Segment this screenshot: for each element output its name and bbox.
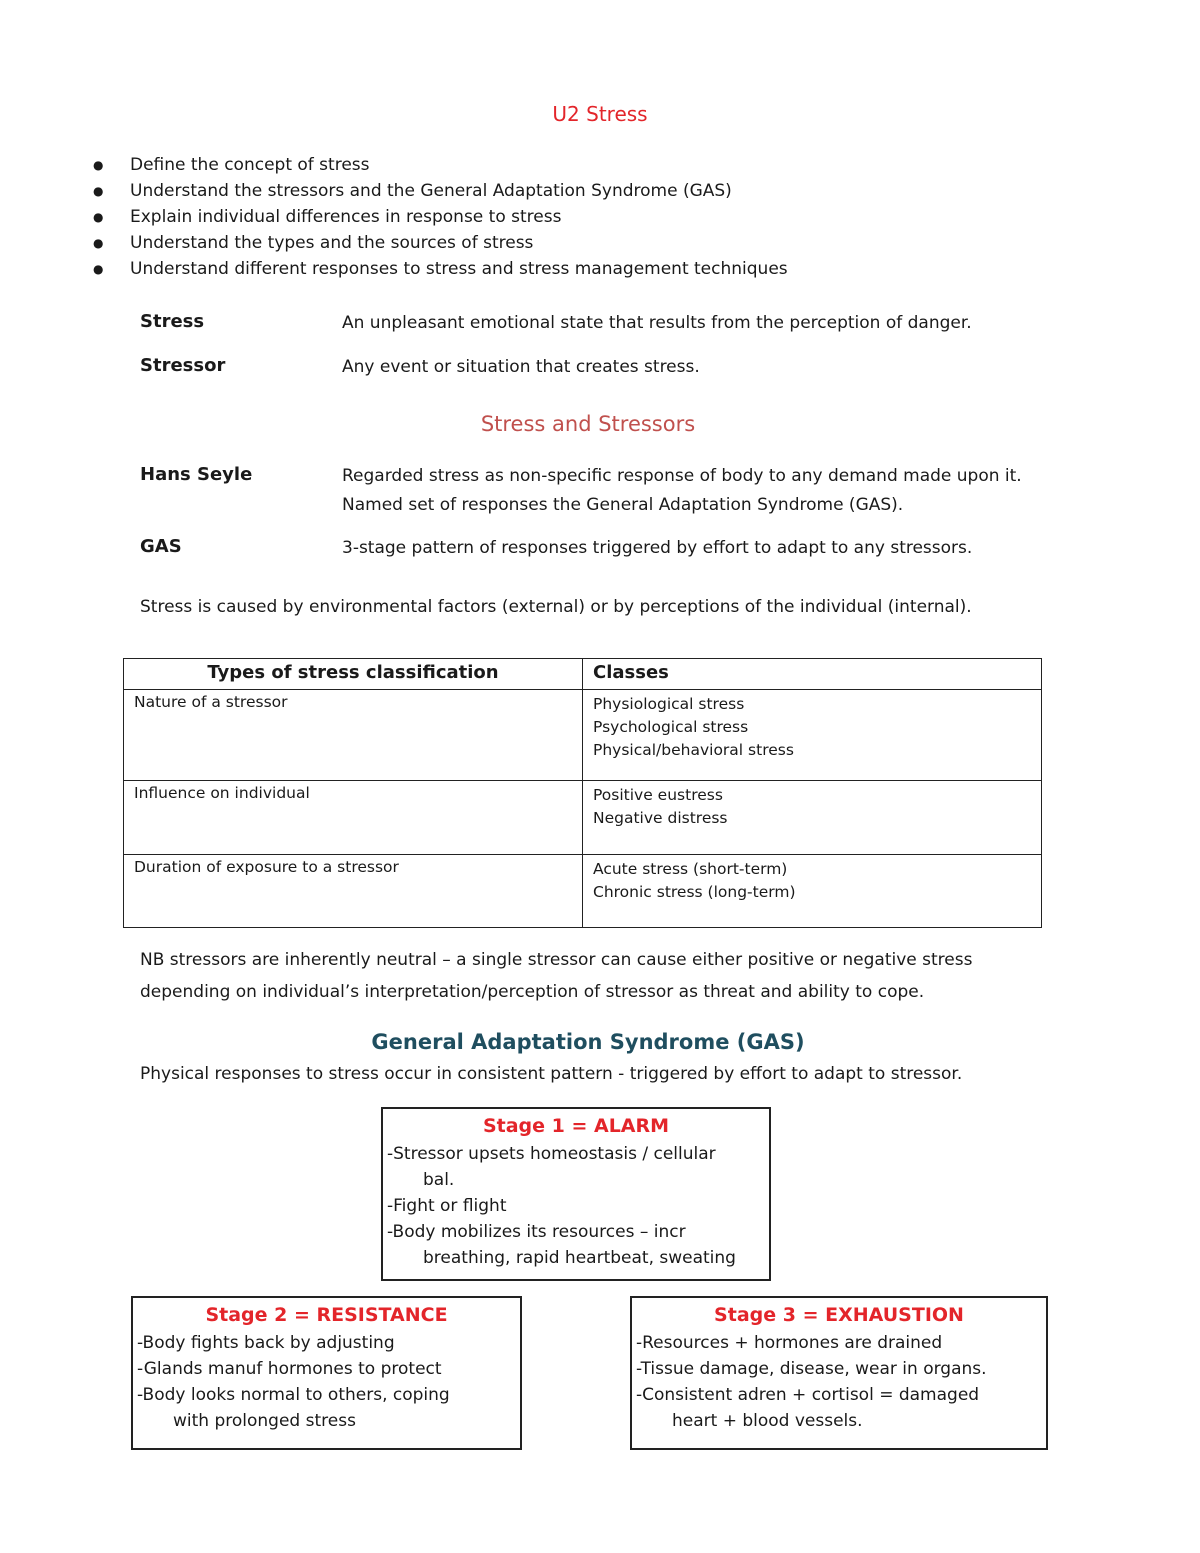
nb-line2: depending on individual’s interpretation/perception of stressor as threat and ability to cope.: [140, 982, 925, 1002]
heading-stress-and-stressors: Stress and Stressors: [480, 412, 696, 436]
definition-hans-line2: Named set of responses the General Adaptation Syndrome (GAS).: [342, 495, 904, 515]
stage-item: -Tissue damage, disease, wear in organs.: [636, 1359, 987, 1379]
list-item: ● Define the concept of stress: [90, 152, 788, 178]
stage-item: breathing, rapid heartbeat, sweating: [423, 1248, 736, 1268]
document-title: U2 Stress: [552, 102, 648, 126]
stage-item: heart + blood vessels.: [672, 1411, 863, 1431]
class-item: Chronic stress (long-term): [593, 883, 796, 901]
gas-intro: Physical responses to stress occur in consistent pattern - triggered by effort to adapt to stressor.: [140, 1064, 963, 1084]
definition-gas: 3-stage pattern of responses triggered by effort to adapt to any stressors.: [342, 538, 973, 558]
stage-item: -Body looks normal to others, coping: [137, 1385, 450, 1405]
list-item: ● Understand the stressors and the General Adaptation Syndrome (GAS): [90, 178, 788, 204]
table-cell-classes: [583, 855, 1042, 928]
stage1-alarm-box: [381, 1107, 771, 1281]
stage2-title: Stage 2 = RESISTANCE: [205, 1304, 448, 1326]
stage-item: -Body mobilizes its resources – incr: [387, 1222, 686, 1242]
term-hans-seyle: Hans Seyle: [140, 464, 253, 485]
stage-item: bal.: [423, 1170, 455, 1190]
class-item: Negative distress: [593, 809, 728, 827]
definition-hans-line1: Regarded stress as non-specific response of body to any demand made upon it.: [342, 466, 1022, 486]
table-cell-classes: [583, 690, 1042, 781]
stage-item: -Stressor upsets homeostasis / cellular: [387, 1144, 716, 1164]
table-row: [124, 855, 1042, 928]
header-classes: Classes: [583, 659, 1042, 690]
class-item: Physical/behavioral stress: [593, 741, 794, 759]
stage-item: -Consistent adren + cortisol = damaged: [636, 1385, 980, 1405]
term-stressor: Stressor: [140, 355, 226, 376]
list-item: ● Explain individual differences in response to stress: [90, 204, 788, 230]
stage-item: -Resources + hormones are drained: [636, 1333, 943, 1353]
header-types: Types of stress classification: [124, 659, 583, 690]
class-item: Psychological stress: [593, 718, 749, 736]
stage3-title: Stage 3 = EXHAUSTION: [714, 1304, 964, 1326]
stage-item: with prolonged stress: [173, 1411, 356, 1431]
stage-item: -Fight or flight: [387, 1196, 507, 1216]
stage-item: -Glands manuf hormones to protect: [137, 1359, 442, 1379]
class-item: Positive eustress: [593, 786, 723, 804]
stress-classification-table: [123, 658, 1042, 928]
table-row: [124, 690, 1042, 781]
table-cell-classes: [583, 781, 1042, 855]
nb-line1: NB stressors are inherently neutral – a single stressor can cause either positive or negative stress: [140, 950, 973, 970]
list-item: ● Understand the types and the sources of stress: [90, 230, 788, 256]
class-item: Acute stress (short-term): [593, 860, 788, 878]
definition-stress: An unpleasant emotional state that results from the perception of danger.: [342, 313, 972, 333]
list-item: ● Understand different responses to stress and stress management techniques: [90, 256, 788, 282]
stage3-exhaustion-box: [630, 1296, 1048, 1450]
table-row: [124, 781, 1042, 855]
cause-text: Stress is caused by environmental factors (external) or by perceptions of the individual (internal).: [140, 597, 972, 617]
class-item: Physiological stress: [593, 695, 745, 713]
stage2-resistance-box: [131, 1296, 522, 1450]
definition-stressor: Any event or situation that creates stress.: [342, 357, 700, 377]
table-cell-type: Duration of exposure to a stressor: [124, 855, 583, 928]
table-cell-type: Influence on individual: [124, 781, 583, 855]
term-gas: GAS: [140, 536, 182, 557]
stage-item: -Body fights back by adjusting: [137, 1333, 395, 1353]
table-header-row: [124, 659, 1042, 690]
heading-gas: General Adaptation Syndrome (GAS): [371, 1030, 805, 1054]
term-stress: Stress: [140, 311, 205, 332]
stage1-title: Stage 1 = ALARM: [482, 1115, 670, 1137]
table-cell-type: Nature of a stressor: [124, 690, 583, 781]
objectives-list: [90, 152, 788, 282]
